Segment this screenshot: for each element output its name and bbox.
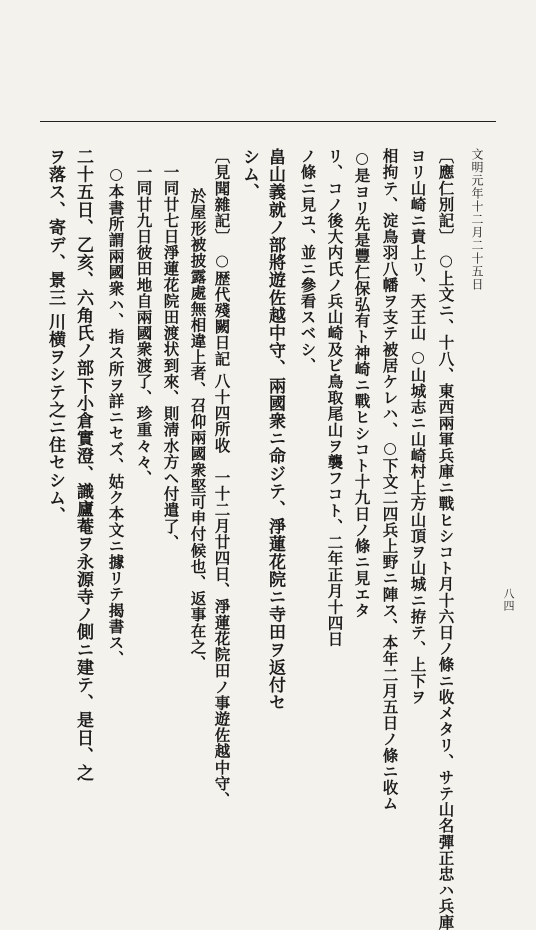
text-column: ヨリ山崎ニ責上リ、天王山 ○山城志ニ山崎村上方山頂ヲ山城ニ拵テ、上下ヲ — [408, 148, 428, 705]
page-number: 八四 — [502, 588, 515, 612]
text-column: ○本書所謂兩國衆ハ、指ス所ヲ詳ニセズ、姑ク本文ニ據リテ揭書ス、 — [106, 164, 126, 667]
text-column: 畠山義就ノ部將遊佐越中守、兩國衆ニ命ジテ、淨蓮花院ニ寺田ヲ返付セ — [265, 148, 285, 712]
text-column: ノ條ニ見ユ、並ニ參看スベシ、 — [298, 148, 318, 374]
text-column: シム、 — [239, 148, 259, 201]
text-column: 二十五日、乙亥、六角氏ノ部下小倉實澄、識廬菴ヲ永源寺ノ側ニ建テ、是日、之 — [73, 148, 93, 782]
text-column: 〔應仁別記〕 ○上文ニ、十八、東西兩軍兵庫ニ戰ヒシコト月十六日ノ條ニ收メタリ、サテ山名彈正忠ハ兵庫 — [436, 148, 456, 930]
text-column: ○是ヨリ先是豐仁保弘有ト神崎ニ戰ヒシコト十九日ノ條ニ見エタ — [352, 148, 372, 619]
text-column: 於屋形被披露處無相違上者、召仰兩國衆堅可申付候也、返事在之、 — [188, 188, 208, 671]
text-column: 一同廿七日淨蓮花院田渡状到來、則淸水方ヘ付遣了、 — [161, 164, 181, 551]
header-date: 文明元年十二月二十五日 — [470, 148, 484, 291]
text-column: ヲ落ス、寄デ、景三 川横ヲシテ之ニ住セシム、 — [45, 148, 65, 525]
text-column: 一同廿九日彼田地自兩國衆渡了、珍重々々、 — [134, 164, 154, 486]
text-column: 相拘テ、淀鳥羽八幡ヲ支テ被居ケレハ、○下文二四兵上野ニ陣ス、本年二月五日ノ條ニ收ム — [380, 148, 400, 812]
text-column: リ、コノ後大内氏ノ兵山崎及ビ鳥取尾山ヲ襲フコト、二年正月十四日 — [325, 148, 345, 648]
header-rule — [40, 121, 496, 122]
text-column: 〔見聞雜記〕 ○歴代殘闕日記 八十四所收 一十二月廿四日、淨蓮花院田ノ事遊佐越中守、 — [212, 148, 232, 808]
